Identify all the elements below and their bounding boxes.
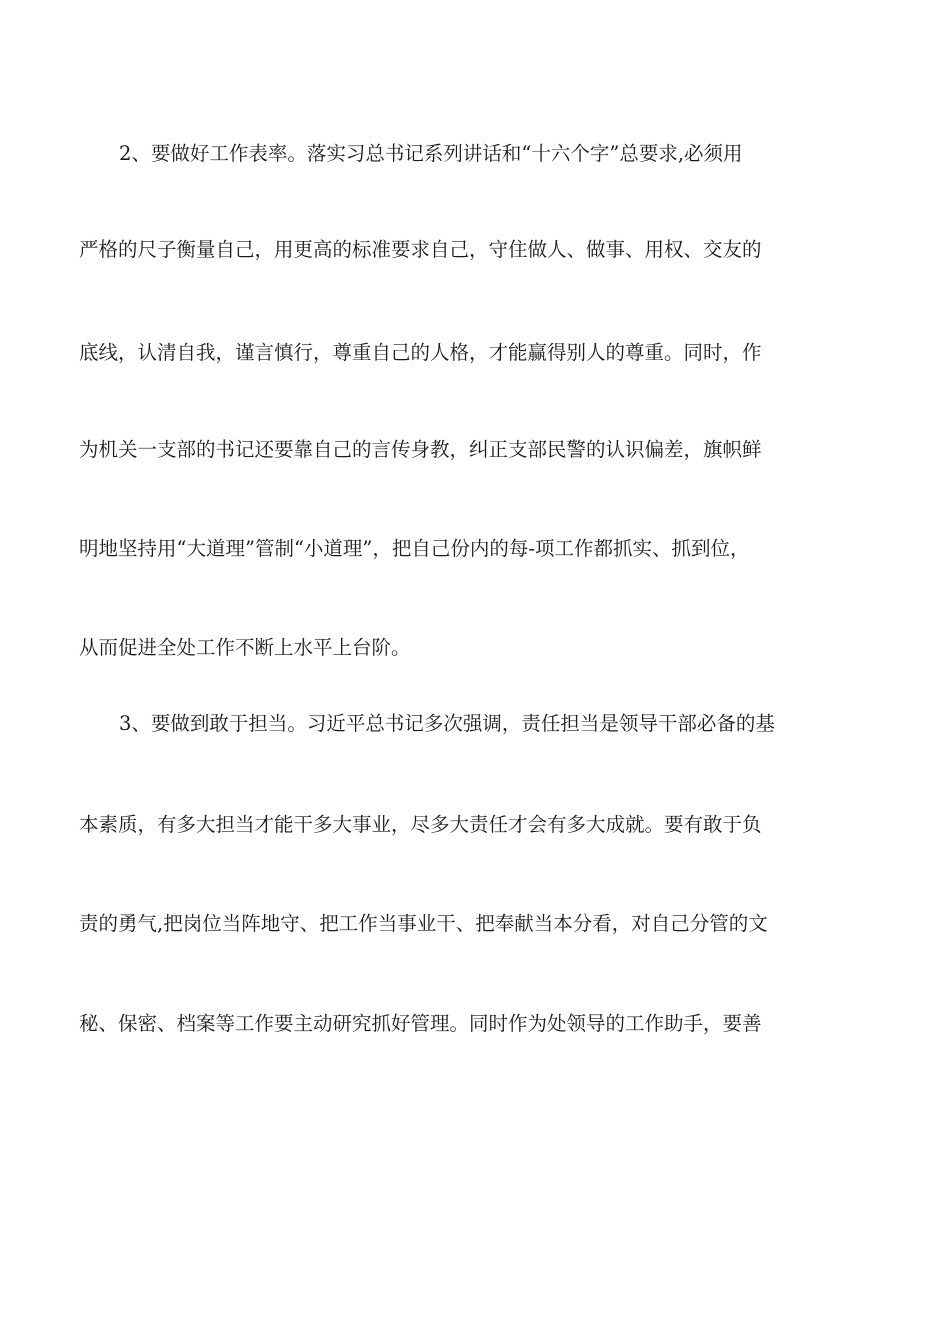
- paragraph-2-line-2: 严格的尺子衡量自己，用更高的标准要求自己，守住做人、做事、用权、交友的: [79, 238, 762, 261]
- paragraph-3-line-2: 本素质，有多大担当才能干多大事业，尽多大责任才会有多大成就。要有敢于负: [79, 813, 762, 836]
- paragraph-2-line-1: 2、要做好工作表率。落实习总书记系列讲话和“十六个字”总要求,必须用: [119, 142, 743, 165]
- paragraph-3-line-3: 责的勇气,把岗位当阵地守、把工作当事业干、把奉献当本分看，对自己分管的文: [79, 912, 768, 935]
- paragraph-2-line-5: 明地坚持用“大道理”管制“小道理”，把自己份内的每-项工作都抓实、抓到位，: [79, 537, 750, 560]
- paragraph-3-line-1: 3、要做到敢于担当。习近平总书记多次强调，责任担当是领导干部必备的基: [119, 712, 775, 735]
- paragraph-2-line-3: 底线，认清自我，谨言慎行，尊重自己的人格，才能赢得别人的尊重。同时，作: [79, 341, 762, 364]
- paragraph-3-line-4: 秘、保密、档案等工作要主动研究抓好管理。同时作为处领导的工作助手，要善: [79, 1012, 762, 1035]
- paragraph-2-line-4: 为机关一支部的书记还要靠自己的言传身教，纠正支部民警的认识偏差，旗帜鲜: [79, 438, 762, 461]
- paragraph-2-line-6: 从而促进全处工作不断上水平上台阶。: [79, 636, 411, 659]
